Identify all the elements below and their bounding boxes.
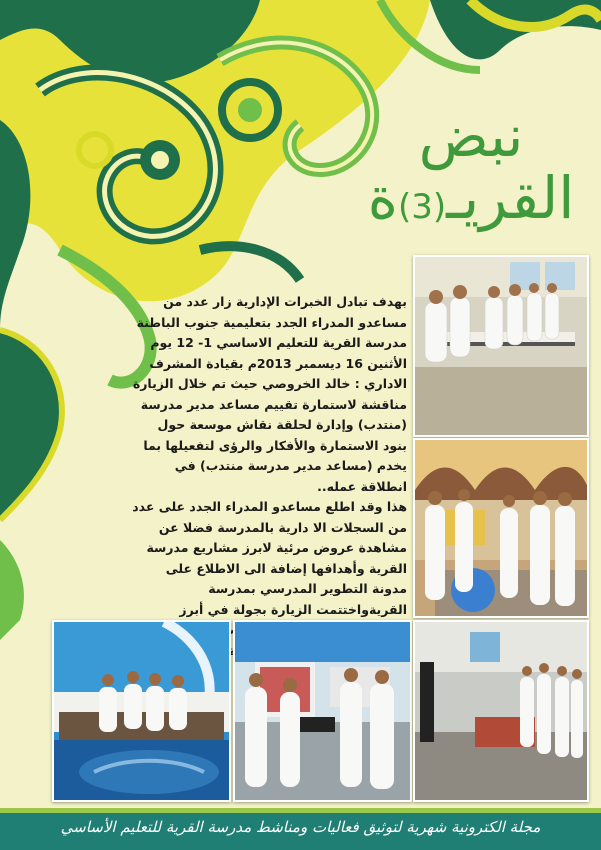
photo-classroom <box>413 620 589 802</box>
computer-lab-image <box>235 622 410 800</box>
footer-stripe <box>0 808 601 813</box>
title-line-2 <box>361 164 581 238</box>
photo-majlis-room <box>52 620 231 802</box>
footer-tagline: مجلة الكترونية شهرية لتوثيق فعاليات ومناشط مدرسة القرية للتعليم الأساسي <box>60 818 541 836</box>
title-line-2-suffix: ة <box>367 164 398 232</box>
photo-school-hallway <box>413 438 589 618</box>
school-hallway-image <box>415 440 587 616</box>
title-line-1: نبض <box>418 102 524 170</box>
title-line-2-prefix: القريـ <box>446 164 575 232</box>
article-paragraph-2: هذا وقد اطلع مساعدو المدراء الجدد على عدد من السجلات الا دارية بالمدرسة فضلا عن مشاهدة عروض مرئية لابرز مشاريع مدرسة القرية وأهدافها إضافة الى الاطلاع على مدونة التطوير المدرسي بمدرسة القريةواختتمت الزيارة بجولة في أبرز <box>132 499 407 617</box>
classroom-image <box>415 622 587 800</box>
article-paragraph-1: بهدف تبادل الخبرات الإدارية زار عدد من مساعدو المدراء الجدد بتعليمية جنوب الباطنة مدرسة القرية للتعليم الاساسي 1- 12 يوم الأثنين 16 ديسمبر 2013م بقيادة المشرف الاداري : خالد الخروصي حيث تم خلال الزيارة مناقشة لاستمارة تقييم مساعد مدير مدرسة (منتدب) وإدارة لحلقة نقاش موسعة حول بنود الاستمارة والأفكار والرؤى لتفعيلها بما يخدم (مساعد مدير مدرسة منتدب) في انطلاقة عمله.. <box>132 294 407 494</box>
majlis-room-image <box>54 622 229 800</box>
photo-meeting-room <box>413 255 589 437</box>
magazine-title <box>361 102 581 238</box>
issue-number: (3) <box>397 187 447 227</box>
footer-band <box>0 808 601 850</box>
photo-computer-lab <box>233 620 412 802</box>
meeting-room-image <box>415 257 587 435</box>
